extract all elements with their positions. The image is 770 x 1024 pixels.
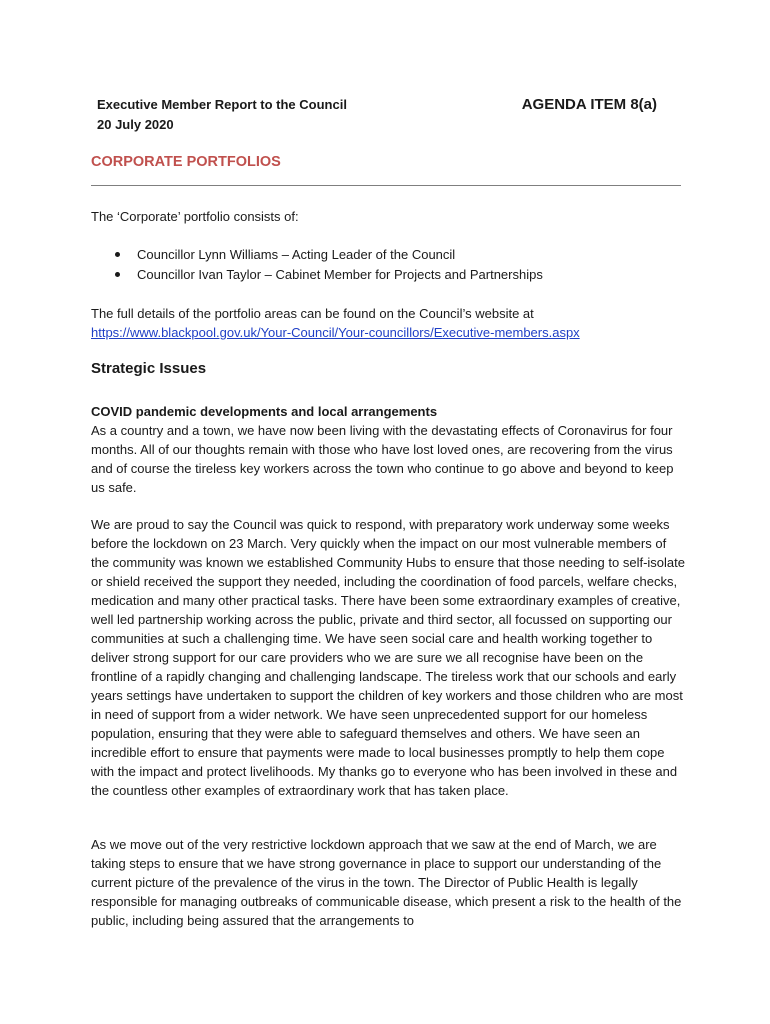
covid-paragraph-1	[91, 402, 685, 497]
member-text: Councillor Ivan Taylor – Cabinet Member for Projects and Partnerships	[137, 267, 543, 282]
covid-paragraph-2: We are proud to say the Council was quick to respond, with preparatory work underway some weeks before the lockdown on 23 March. Very quickly when the impact on our most vulnerable members of the community was known we established Community Hubs to ensure that those needing to self-isolate or shield received the support they needed, including the coordination of food parcels, welfare checks, medication and many other practical tasks. There have been some extraordinary examples of creative, well led partnership working across the public, private and third sector, all focussed on supporting our communities at such a challenging time. We have seen social care and health working together to deliver strong support for our care providers who we are sure we all recognise have been on the frontline of a rapidly changing and challenging landscape. The tireless work that our schools and early years settings have undertaken to support the children of key workers and those children who are most in need of support from a wider network. We have seen unprecedented support for our homeless population, ensuring that they were able to safeguard themselves and others. We have seen an incredible effort to ensure that payments were made to local businesses promptly to help them cope with the impact and protect livelihoods. My thanks go to everyone who has been involved in these and the countless other examples of extraordinary work that has taken place.	[91, 517, 685, 798]
report-title: Executive Member Report to the Council	[97, 97, 347, 112]
section-divider	[91, 185, 681, 186]
portfolio-details	[91, 304, 685, 342]
bullet-icon	[115, 252, 120, 257]
list-item	[111, 245, 543, 265]
covid-paragraph-3: As we move out of the very restrictive lockdown approach that we saw at the end of March, we are taking steps to ensure that we have strong governance in place to support our understanding of the current picture of the prevalence of the virus in the town. The Director of Public Health is legally responsible for managing outbreaks of communicable disease, which present a risk to the health of the public, including being assured that the arrangements to	[91, 837, 682, 928]
header-left	[97, 95, 347, 135]
bullet-icon	[115, 272, 120, 277]
agenda-item: AGENDA ITEM 8(a)	[521, 96, 657, 113]
covid-text-1: As a country and a town, we have now been living with the devastating effects of Coronavirus for four months. All of our thoughts remain with those who have lost loved ones, are recovering from the virus and of course the tireless key workers across the town who continue to go above and beyond to keep us safe.	[91, 423, 674, 495]
strategic-issues-heading: Strategic Issues	[91, 360, 207, 377]
list-item	[111, 265, 543, 285]
section-title: CORPORATE PORTFOLIOS	[91, 154, 281, 170]
covid-heading: COVID pandemic developments and local arrangements	[91, 404, 438, 419]
member-text: Councillor Lynn Williams – Acting Leader of the Council	[137, 247, 456, 262]
executive-members-link[interactable]: https://www.blackpool.gov.uk/Your-Council/Your-councillors/Executive-members.aspx	[91, 325, 580, 340]
details-text: The full details of the portfolio areas can be found on the Council’s website at	[91, 306, 534, 321]
report-date: 20 July 2020	[97, 117, 174, 132]
portfolio-members-list	[111, 245, 543, 285]
portfolio-intro: The ‘Corporate’ portfolio consists of:	[91, 209, 299, 224]
